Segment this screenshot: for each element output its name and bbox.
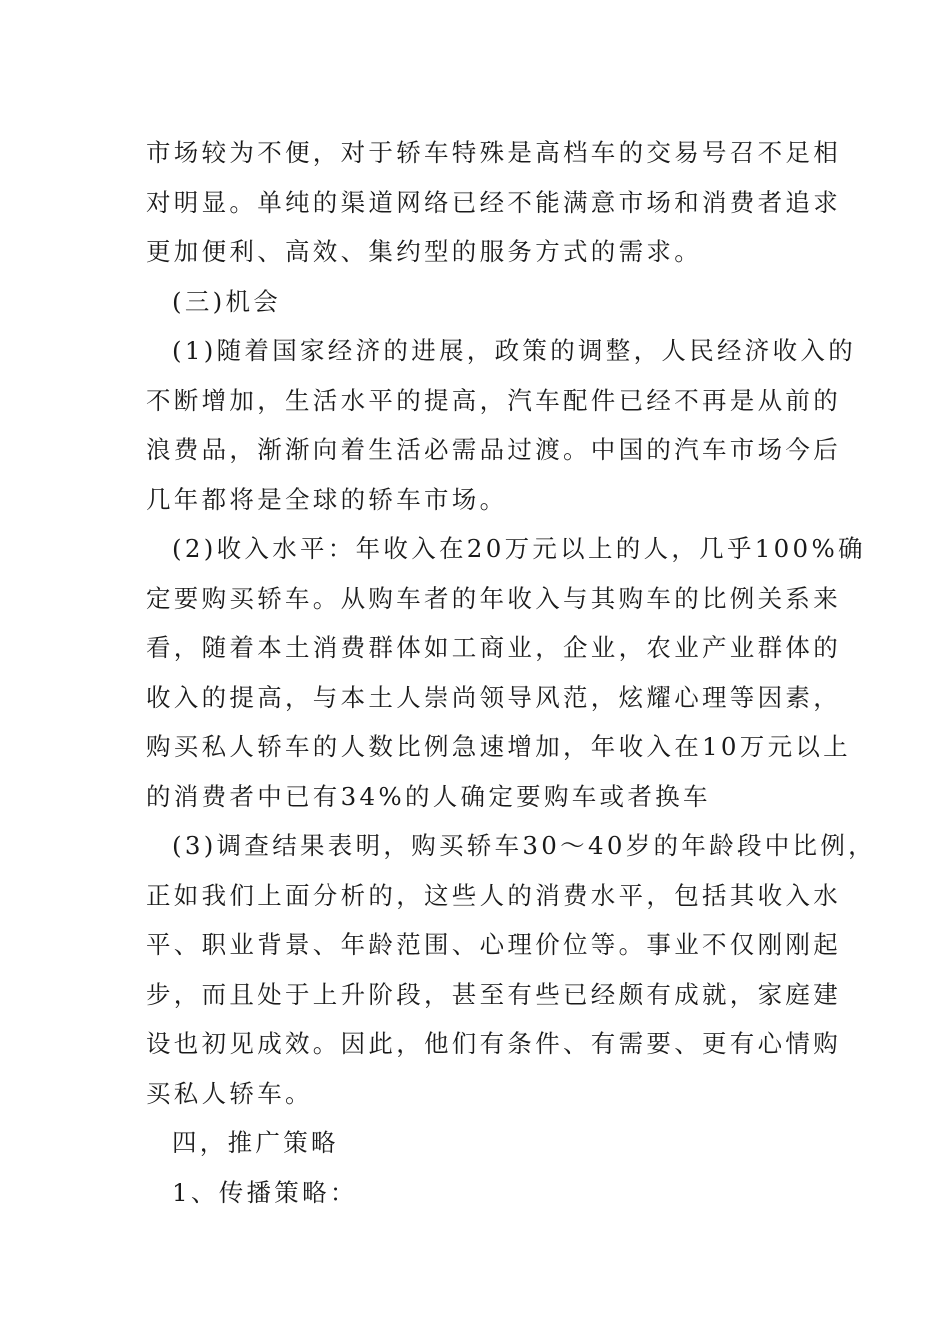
document-page xyxy=(146,128,876,1217)
text-line: 几年都将是全球的轿车市场。 xyxy=(146,484,508,514)
text-line: 购买私人轿车的人数比例急速增加，年收入在10万元以上 xyxy=(146,732,851,761)
text-line: 买私人轿车。 xyxy=(146,1078,313,1108)
text-line: (3)调查结果表明，购买轿车30～40岁的年龄段中比例， xyxy=(172,831,876,860)
text-line: 步，而且处于上升阶段，甚至有些已经颇有成就，家庭建 xyxy=(146,979,841,1009)
text-line: 更加便利、高效、集约型的服务方式的需求。 xyxy=(146,237,702,266)
text-line: 平、职业背景、年龄范围、心理价位等。事业不仅刚刚起 xyxy=(146,930,841,959)
text-line: (2)收入水平：年收入在20万元以上的人，几乎100%确 xyxy=(172,534,866,563)
text-line: 正如我们上面分析的，这些人的消费水平，包括其收入水 xyxy=(146,880,841,910)
text-line: (1)随着国家经济的进展，政策的调整，人民经济收入的 xyxy=(172,336,857,365)
text-line: 浪费品，渐渐向着生活必需品过渡。中国的汽车市场今后 xyxy=(146,435,841,464)
document-body xyxy=(146,128,876,1217)
text-line: 对明显。单纯的渠道网络已经不能满意市场和消费者追求 xyxy=(146,187,841,217)
text-line: 定要购买轿车。从购车者的年收入与其购车的比例关系来 xyxy=(146,583,841,613)
text-line: 看，随着本土消费群体如工商业，企业，农业产业群体的 xyxy=(146,633,841,662)
text-line: 设也初见成效。因此，他们有条件、有需要、更有心情购 xyxy=(146,1029,841,1058)
text-line: 的消费者中已有34%的人确定要购车或者换车 xyxy=(146,781,711,811)
text-line: 不断增加，生活水平的提高，汽车配件已经不再是从前的 xyxy=(146,385,841,415)
text-line: 四，推广策略 xyxy=(172,1128,339,1157)
text-line: 收入的提高，与本土人崇尚领导风范，炫耀心理等因素， xyxy=(146,682,841,712)
text-line: 市场较为不便，对于轿车特殊是高档车的交易号召不足相 xyxy=(146,138,841,167)
text-line: 1、传播策略： xyxy=(172,1177,358,1207)
text-line: (三)机会 xyxy=(172,286,282,316)
